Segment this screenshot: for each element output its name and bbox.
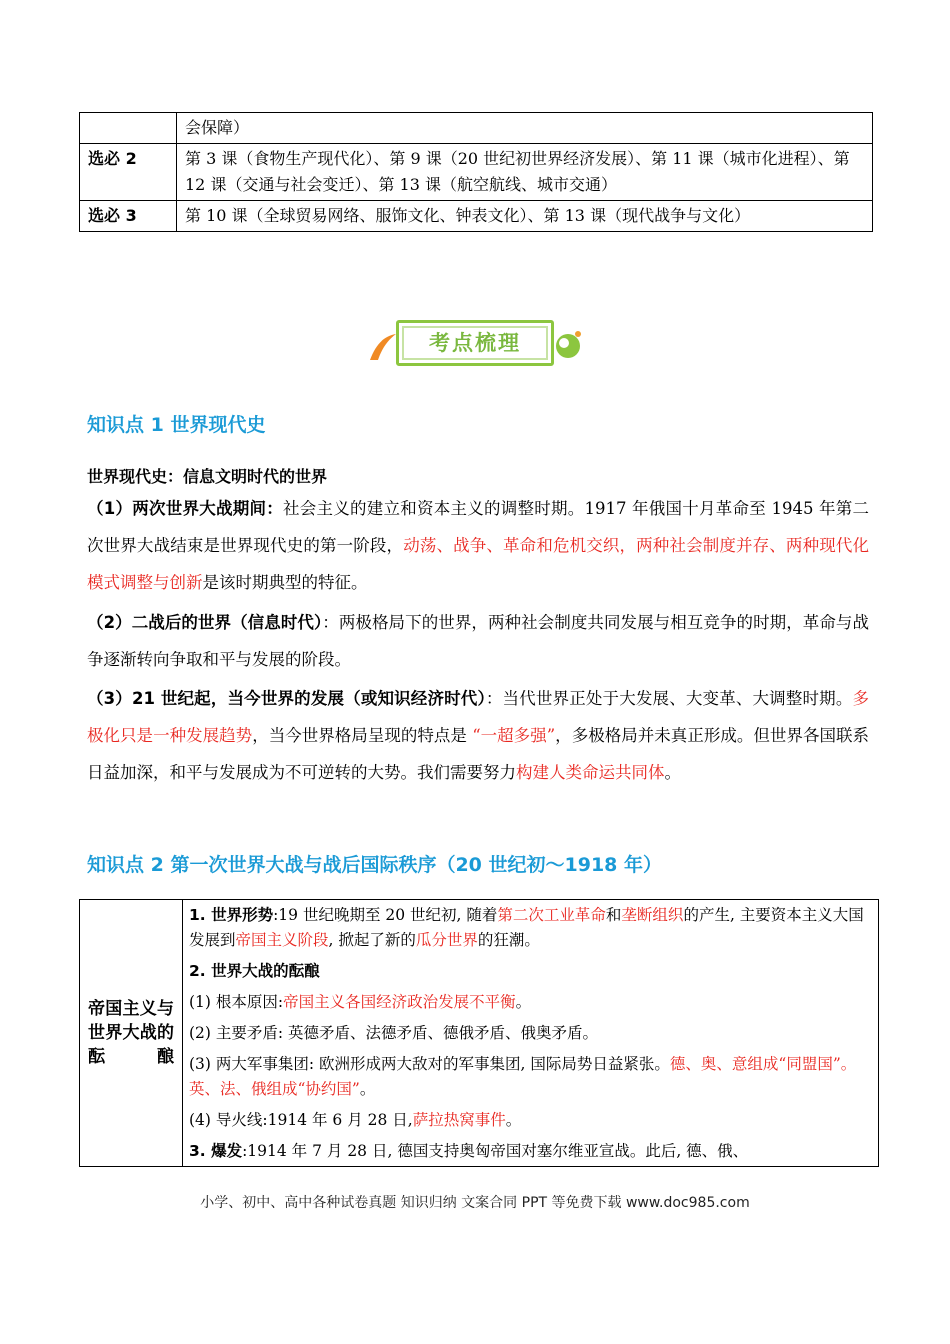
text: , 掀起了新的: [328, 931, 416, 949]
text: ，当今世界格局呈现的特点是: [252, 726, 473, 745]
row-label: 选必 2: [80, 144, 177, 201]
row-content: 第 10 课（全球贸易网络、服饰文化、钟表文化）、第 13 课（现代战争与文化）: [177, 201, 873, 232]
text: 和: [605, 906, 622, 924]
list-item: [189, 1108, 872, 1133]
highlight-text: 德、奥、意组成“同盟国”。英、法、俄组成“协约国”: [189, 1055, 857, 1098]
row-content: 第 3 课（食物生产现代化）、第 9 课（20 世纪初世界经济发展）、第 11 课（城市化进程）、第 12 课（交通与社会变迁）、第 13 课（航空航线、城市交通）: [177, 144, 873, 201]
paragraph: [87, 680, 869, 791]
course-table: [79, 112, 873, 232]
highlight-text: 构建人类命运共同体: [516, 763, 665, 782]
text: 社会主义的建立和资本主义的调整时期。1917 年俄国十月革命至 1945 年第二次世界大战结束是世界现代史的第一阶段，: [87, 499, 870, 555]
highlight-text: 萨拉热窝事件: [412, 1111, 506, 1129]
highlight-text: 瓜分世界: [415, 931, 478, 949]
leaf-swoosh-icon: [368, 326, 398, 366]
list-item: [189, 903, 872, 953]
paragraph-lead: （2）二战后的世界（信息时代）: [87, 613, 323, 632]
highlight-text: “一超多强”: [472, 726, 556, 745]
paragraph: [87, 490, 869, 601]
list-item: [189, 1139, 872, 1164]
text: (4) 导火线:1914 年 6 月 28 日,: [189, 1111, 413, 1129]
item-lead: 3. 爆发: [189, 1142, 243, 1160]
content-table: [79, 899, 879, 1167]
highlight-text: 多极化只是一种发展趋势: [87, 689, 870, 745]
text: ：两极格局下的世界，两种社会制度共同发展与相互竞争的时期，革命与战争逐渐转向争取和平与发展的阶段。: [87, 613, 870, 669]
paragraph-lead: （3）21 世纪起，当今世界的发展（或知识经济时代）: [87, 689, 486, 708]
list-item: [189, 1052, 872, 1102]
row-content: 会保障）: [177, 113, 873, 144]
paragraph-lead: （1）两次世界大战期间：: [87, 499, 283, 518]
table-row: [80, 113, 873, 144]
text: :19 世纪晚期至 20 世纪初, 随着: [273, 906, 498, 924]
row-content: [183, 900, 879, 1167]
text: 的产生, 主要资本主义大国发展到: [189, 906, 864, 949]
text: 的狂潮。: [477, 931, 540, 949]
section-heading: 知识点 1 世界现代史: [87, 414, 266, 436]
text: ，多极格局并未真正形成。但世界各国联系日益加深，和平与发展成为不可逆转的大势。我们需要努力: [87, 726, 870, 782]
list-item: [189, 959, 872, 984]
highlight-text: 第二次工业革命: [497, 906, 606, 924]
section-heading: 知识点 2 第一次世界大战与战后国际秩序（20 世纪初～1918 年）: [87, 854, 663, 876]
item-lead: 2. 世界大战的酝酿: [189, 962, 320, 980]
table-row: [80, 900, 879, 1167]
green-dot-icon: [552, 328, 586, 362]
table-row: [80, 144, 873, 201]
text: 。: [664, 763, 681, 782]
text: (1) 根本原因:: [189, 993, 284, 1011]
list-item: [189, 1021, 872, 1046]
page-footer: 小学、初中、高中各种试卷真题 知识归纳 文案合同 PPT 等免费下载 www.doc985.com: [200, 1195, 750, 1211]
banner-title: 考点梳理: [429, 331, 521, 355]
highlight-text: 垄断组织: [621, 906, 684, 924]
text: (2) 主要矛盾: 英德矛盾、法德矛盾、德俄矛盾、俄奥矛盾。: [189, 1024, 599, 1042]
table-row: [80, 201, 873, 232]
text: ：当代世界正处于大发展、大变革、大调整时期。: [485, 689, 853, 708]
row-label: [80, 113, 177, 144]
text: (3) 两大军事集团: 欧洲形成两大敌对的军事集团, 国际局势日益紧张。: [189, 1055, 670, 1073]
row-label: 帝国主义与世界大战的酝酿: [80, 900, 183, 1167]
text: 。: [515, 993, 532, 1011]
section-banner: [368, 314, 584, 370]
row-label: 选必 3: [80, 201, 177, 232]
highlight-text: 帝国主义阶段: [235, 931, 329, 949]
highlight-text: 帝国主义各国经济政治发展不平衡: [283, 993, 516, 1011]
section-subheading: 世界现代史：信息文明时代的世界: [87, 467, 328, 486]
text: 是该时期典型的特征。: [202, 573, 368, 592]
item-lead: 1. 世界形势: [189, 906, 274, 924]
text: :1914 年 7 月 28 日, 德国支持奥匈帝国对塞尔维亚宣战。此后, 德、俄、: [242, 1142, 749, 1160]
text: 。: [359, 1080, 376, 1098]
highlight-text: 动荡、战争、革命和危机交织，两种社会制度并存、两种现代化模式调整与创新: [87, 536, 870, 592]
text: 。: [505, 1111, 522, 1129]
paragraph: [87, 604, 869, 678]
list-item: [189, 990, 872, 1015]
